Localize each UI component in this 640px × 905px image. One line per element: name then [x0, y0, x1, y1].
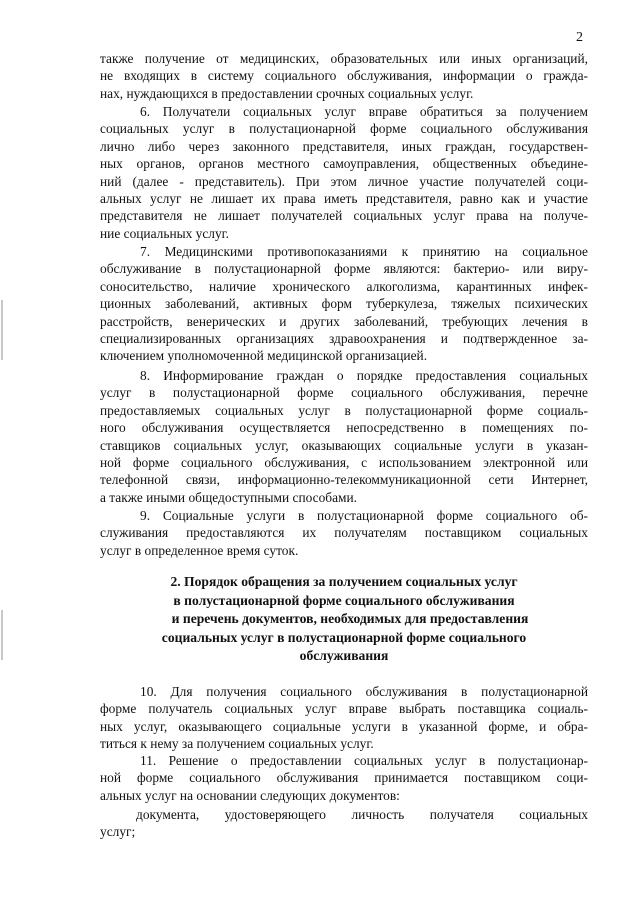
paragraph-p6-line: представителя не лишает получателей социальных услуг права на получе-: [100, 208, 588, 224]
paragraph-p8-line: а также иными общедоступными способами.: [100, 489, 358, 505]
paragraph-p6-line: ние социальных услуг.: [100, 225, 229, 241]
paragraph-p10-line: ных услуг, оказывающего социальные услуги в указанной форме, и обра-: [100, 718, 588, 734]
section-heading-line: и перечень документов, необходимых для предоставления: [171, 611, 529, 626]
paragraph-p11-line: альных услуг на основании следующих документов:: [100, 787, 400, 803]
paragraph-p8-line: ной форме социального обслуживания, с использованием электронной или: [100, 455, 588, 470]
paragraph-p11-line: ной форме социального обслуживания принимается поставщиком соци-: [100, 770, 588, 786]
paragraph-p6-line: 6. Получатели социальных услуг вправе обратиться за получением: [140, 104, 588, 119]
paragraph-p6-line: альных услуг не лишает их права иметь представителя, равно как и участие: [100, 191, 588, 206]
section-heading-line: обслуживания: [299, 648, 389, 663]
paragraph-p10-line: форме получатель социальных услуг вправе выбрать поставщика социаль-: [100, 701, 588, 717]
paragraph-p9-line: услуг в определенное время суток.: [100, 542, 299, 558]
paragraph-p6-line: ных органов, органов местного самоуправления, общественных объедине-: [100, 156, 588, 172]
paragraph-p8-line: ставщиков социальных услуг, оказывающих социальные услуги в указан-: [100, 437, 588, 453]
scan-edge-mark: [1, 300, 3, 360]
paragraph-p6-line: ний (далее - представитель). При этом личное участие получателей соци-: [100, 173, 588, 189]
paragraph-p8-line: телефонной связи, информационно-телекоммуникационной сети Интернет,: [100, 472, 588, 488]
scan-edge-mark: [1, 610, 3, 660]
paragraph-p8-line: услуг в полустационарной форме социального обслуживания, перечне: [100, 385, 588, 401]
paragraph-p10-line: титься к нему за получением социальных услуг.: [100, 736, 374, 752]
paragraph-p10-line: 10. Для получения социального обслуживания в полустационарной: [140, 684, 588, 699]
paragraph-p-cont-line: также получение от медицинских, образовательных или иных организаций,: [100, 51, 588, 66]
paragraph-p9-line: служивания предоставляются их получателям поставщиком социальных: [100, 525, 588, 541]
section-heading-line: социальных услуг в полустационарной форме социального: [161, 629, 527, 645]
paragraph-p-cont-line: нах, нуждающихся в предоставлении срочных социальных услуг.: [100, 85, 474, 101]
paragraph-p9-line: 9. Социальные услуги в полустационарной форме социального об-: [140, 508, 588, 523]
paragraph-p7-line: обслуживание в полустационарной форме являются: бактерио- или виру-: [100, 261, 588, 277]
paragraph-p6-line: лично либо через законного представителя, иных граждан, государствен-: [100, 138, 588, 154]
paragraph-p7-line: специализированных организациях здравоохранения и подтвержденное за-: [100, 331, 588, 346]
paragraph-p8-line: предоставляемых социальных услуг в полустационарной форме социаль-: [100, 402, 588, 418]
paragraph-p11-doc-line: услуг;: [100, 824, 136, 840]
paragraph-p6-line: социальных услуг в полустационарной форме социального обслуживания: [100, 121, 588, 137]
paragraph-p7-line: ционных заболеваний, активных форм туберкулеза, тяжелых психических: [100, 296, 588, 312]
paragraph-p8-line: 8. Информирование граждан о порядке предоставления социальных: [140, 368, 588, 383]
paragraph-p-cont-line: не входящих в систему социального обслуживания, информации о гражда-: [100, 68, 588, 84]
page-number: 2: [576, 30, 583, 45]
section-heading-line: 2. Порядок обращения за получением социальных услуг: [170, 574, 518, 589]
paragraph-p11-doc-line: документа, удостоверяющего личность получателя социальных: [136, 807, 588, 822]
paragraph-p7-line: 7. Медицинскими противопоказаниями к принятию на социальное: [140, 244, 588, 259]
paragraph-p11-line: 11. Решение о предоставлении социальных услуг в полустационар-: [140, 753, 588, 768]
paragraph-p8-line: ного обслуживания осуществляется непосредственно в помещениях по-: [100, 420, 588, 436]
paragraph-p7-line: соносительство, наличие хронического алкоголизма, карантинных инфек-: [100, 278, 588, 294]
section-heading-line: в полустационарной форме социального обслуживания: [173, 592, 515, 608]
paragraph-p7-line: расстройств, венерических и других заболеваний, требующих лечения в: [100, 313, 588, 329]
paragraph-p7-line: ключением уполномоченной медицинской организацией.: [100, 348, 428, 364]
